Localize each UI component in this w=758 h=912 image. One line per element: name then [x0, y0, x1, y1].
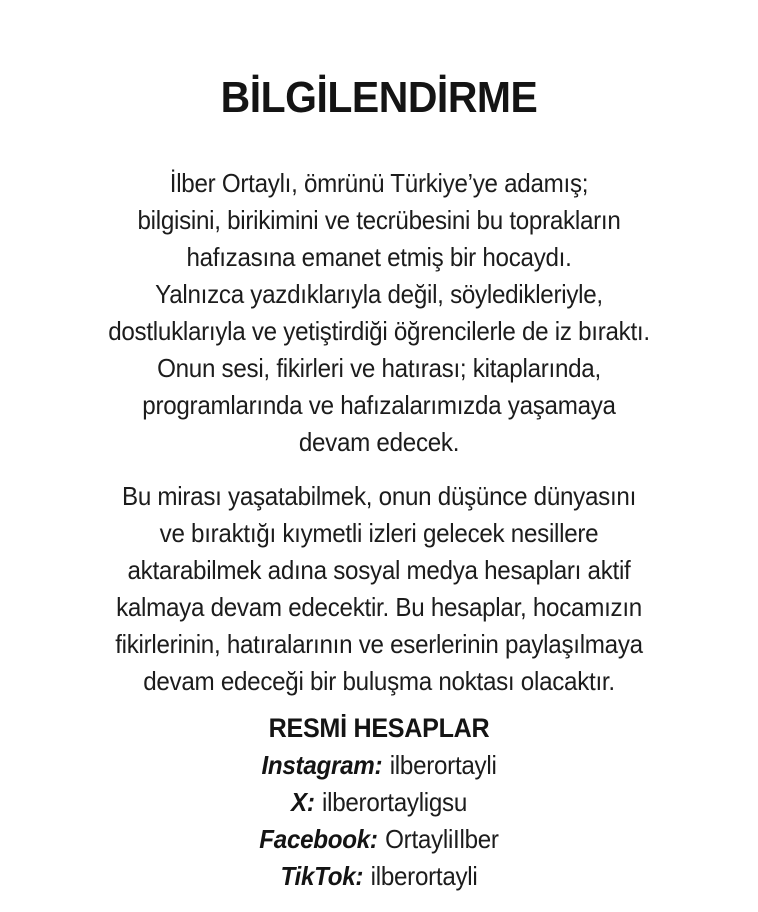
text-line: Bu mirası yaşatabilmek, onun düşünce dünyasını — [121, 481, 637, 511]
paragraph-accounts-active — [27, 478, 732, 700]
text-line: devam edeceği bir buluşma noktası olacaktır. — [143, 666, 615, 696]
announcement-content — [27, 0, 732, 895]
tiktok-label: TikTok: — [280, 861, 364, 891]
text-line: kalmaya devam edecektir. Bu hesaplar, hocamızın — [116, 592, 642, 622]
account-row-instagram — [27, 747, 732, 784]
text-line: dostluklarıyla ve yetiştirdiği öğrencilerle de iz bıraktı. — [108, 316, 650, 346]
text-line: İlber Ortaylı, ömrünü Türkiye’ye adamış; — [169, 168, 589, 198]
official-accounts-heading: RESMİ HESAPLAR — [268, 713, 490, 743]
account-row-tiktok — [27, 858, 732, 895]
text-line: devam edecek. — [298, 427, 460, 457]
tiktok-handle: ilberortayli — [370, 861, 478, 891]
facebook-label: Facebook: — [259, 824, 378, 854]
facebook-handle: OrtayliIlber — [385, 824, 499, 854]
text-line: aktarabilmek adına sosyal medya hesapları aktif — [127, 555, 631, 585]
x-handle: ilberortayligsu — [322, 787, 468, 817]
paragraph-legacy — [27, 165, 732, 461]
text-line: fikirlerinin, hatıralarının ve eserlerinin paylaşılmaya — [115, 629, 643, 659]
account-row-x — [27, 784, 732, 821]
text-line: ve bıraktığı kıymetli izleri gelecek nesillere — [159, 518, 599, 548]
text-line: Onun sesi, fikirleri ve hatırası; kitaplarında, — [157, 353, 601, 383]
x-label: X: — [290, 787, 315, 817]
text-line: Yalnızca yazdıklarıyla değil, söyledikleriyle, — [155, 279, 603, 309]
text-line: hafızasına emanet etmiş bir hocaydı. — [186, 242, 572, 272]
text-line: programlarında ve hafızalarımızda yaşamaya — [142, 390, 616, 420]
account-row-facebook — [27, 821, 732, 858]
text-line: bilgisini, birikimini ve tecrübesini bu toprakların — [137, 205, 621, 235]
official-accounts-section — [27, 710, 732, 895]
page-title: BİLGİLENDİRME — [220, 73, 538, 122]
instagram-handle: ilberortayli — [389, 750, 497, 780]
instagram-label: Instagram: — [261, 750, 383, 780]
